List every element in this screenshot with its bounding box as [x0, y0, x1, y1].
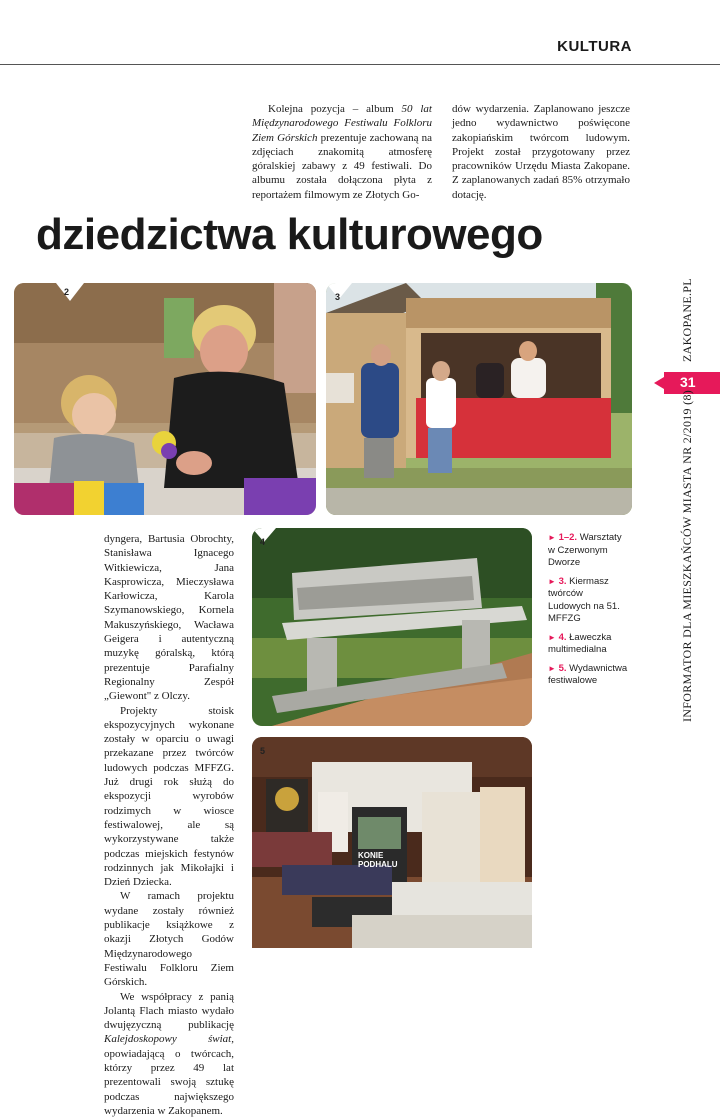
book-title — [358, 851, 398, 869]
body-paragraph-2: Projekty stoisk ekspozycyjnych wykonane zostały w oparciu o uwagi przekazane przez twórców ludowych podczas MFFZG. Już drugi rok służą do ekspozycji wyrobów rodzimych w wiosce festiwalowej, ale są wykorzystywane także podczas miejskich festynów rodzinnych jak Mikołajki i Dzień Dziecka. — [104, 704, 234, 890]
body-paragraph-1: dyngera, Bartusia Obrochty, Stanisława Ignacego Witkiewicza, Jana Kasprowicza, Mieczysława Karłowicza, Karola Szymanowskiego, Kornela Makuszyńskiego, Wacława Geigera i autentyczną muzykę góralską, którą prezentuje Parafialny Regionalny Zespół „Giewont" z Olczy. — [104, 532, 234, 704]
top-column-2 — [452, 102, 630, 202]
top-column-1 — [252, 102, 432, 202]
photo-number-3: 3 — [335, 292, 340, 302]
headline: dziedzictwa kulturowego — [36, 210, 543, 260]
page-number: 31 — [680, 374, 696, 390]
album-title: 50 lat Międzynarodowego Festiwalu Folkloru Ziem Górskich — [252, 103, 432, 144]
photo-market-stall — [326, 283, 632, 515]
body-paragraph-4 — [104, 990, 234, 1118]
caption-3: ► 4. Ławeczka multimedialna — [548, 632, 628, 657]
header-rule — [0, 64, 720, 65]
photo-publications — [252, 737, 532, 948]
page-marker-arrow — [654, 377, 664, 389]
top-col1-pre: Kolejna pozycja – album — [268, 103, 402, 115]
body-p4-post: , opowiadającą o twórcach, którzy przez 49 lat prezentowali swoją sztukę podczas największego wydarzenia w Zakopanem. — [104, 1033, 234, 1116]
caption-1: ► 1–2. Warsztaty w Czerwonym Dworze — [548, 532, 628, 570]
caption-4: ► 5. Wydawnictwa festiwalowe — [548, 663, 628, 688]
book-title-line-2: PODHALU — [358, 860, 398, 869]
body-column — [104, 532, 234, 1118]
publication-title: Kalejdoskopowy świat — [104, 1033, 231, 1045]
photo-number-4: 4 — [260, 537, 265, 547]
section-label: KULTURA — [557, 38, 632, 55]
caption-2: ► 3. Kiermasz twórców Ludowych na 51. MFFZG — [548, 576, 628, 626]
body-paragraph-3: W ramach projektu wydane zostały również publikacje książkowe z okazji Złotych Godów Międzynarodowego Festiwalu Folkloru Ziem Górskich. — [104, 889, 234, 989]
top-col1-post: prezentuje zachowaną na zdjęciach znakomitą atmosferę góralskiej zabawy z 49 festiwali. Do albumu została dołączona płyta z reportażem filmowym ze Złotych Go- — [252, 132, 432, 201]
site-url: ZAKOPANE.PL — [680, 278, 695, 362]
top-col2-text: dów wydarzenia. Zaplanowano jeszcze jedno wydawnictwo poświęcone zakopiańskim twórcom ludowym. Projekt został przygotowany przez pracowników Urzędu Miasta Zakopane. Z zaplanowanych zadań 85% otrzymało dotację. — [452, 102, 630, 202]
photo-workshop — [14, 283, 316, 515]
body-p4-pre: We współpracy z panią Jolantą Flach miasto wydało dwujęzyczną publikację — [104, 991, 234, 1032]
photo-number-2: 2 — [64, 287, 69, 297]
publication-info: INFORMATOR DLA MIESZKAŃCÓW MIASTA NR 2/2019 (8) — [680, 390, 695, 722]
book-title-line-1: KONIE — [358, 851, 398, 860]
photo-captions — [548, 532, 628, 694]
photo-bench — [252, 528, 532, 726]
photo-number-5: 5 — [260, 746, 265, 756]
